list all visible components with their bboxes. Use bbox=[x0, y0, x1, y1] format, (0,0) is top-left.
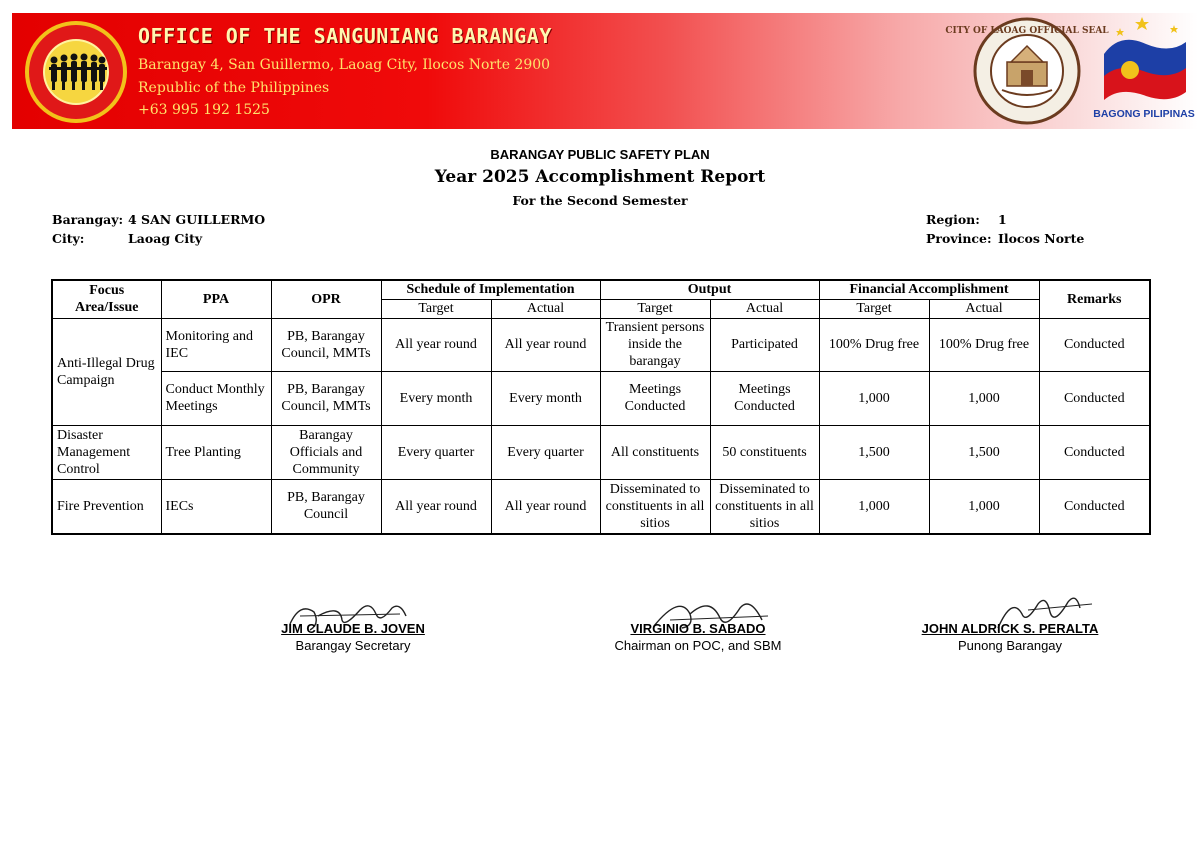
barangay-label: Barangay: bbox=[52, 212, 124, 227]
cell-focus: Anti-Illegal Drug Campaign bbox=[52, 318, 161, 425]
cell-fin-actual: 1,000 bbox=[929, 371, 1039, 425]
cell-sched-target: Every quarter bbox=[381, 425, 491, 479]
cell-sched-actual: All year round bbox=[491, 318, 600, 371]
cell-opr: PB, Barangay Council, MMTs bbox=[271, 371, 381, 425]
cell-fin-actual: 1,000 bbox=[929, 479, 1039, 534]
region-value: 1 bbox=[998, 212, 1007, 227]
cell-focus: Disaster Management Control bbox=[52, 425, 161, 479]
table-row bbox=[52, 318, 1150, 371]
cell-ppa: Tree Planting bbox=[161, 425, 271, 479]
seal-lettering: CITY OF LAOAG OFFICIAL SEAL bbox=[945, 26, 1109, 36]
signatory-position: Chairman on POC, and SBM bbox=[614, 638, 782, 653]
header-financial: Financial Accomplishment bbox=[819, 280, 1039, 299]
subheader-financial-target: Target bbox=[819, 299, 929, 318]
signatory-name: VIRGINIO B. SABADO bbox=[630, 621, 766, 636]
office-country: Republic of the Philippines bbox=[138, 80, 330, 96]
cell-out-target: All constituents bbox=[600, 425, 710, 479]
city-value: Laoag City bbox=[128, 231, 203, 246]
barangay-seal-logo bbox=[24, 20, 128, 124]
cell-out-actual: Participated bbox=[710, 318, 819, 371]
cell-fin-target: 1,500 bbox=[819, 425, 929, 479]
region-label: Region: bbox=[926, 212, 980, 227]
cell-opr: Barangay Officials and Community bbox=[271, 425, 381, 479]
cell-opr: PB, Barangay Council, MMTs bbox=[271, 318, 381, 371]
header-schedule: Schedule of Implementation bbox=[381, 280, 600, 299]
signatory-position: Barangay Secretary bbox=[295, 638, 411, 653]
cell-remarks: Conducted bbox=[1039, 425, 1150, 479]
bagong-pilipinas-text: BAGONG PILIPINAS bbox=[1093, 108, 1195, 120]
cell-fin-target: 1,000 bbox=[819, 479, 929, 534]
office-title: OFFICE OF THE SANGUNIANG BARANGAY bbox=[138, 24, 552, 48]
cell-fin-target: 100% Drug free bbox=[819, 318, 929, 371]
cell-ppa: Conduct Monthly Meetings bbox=[161, 371, 271, 425]
header-output: Output bbox=[600, 280, 819, 299]
report-subtitle: Year 2025 Accomplishment Report bbox=[434, 167, 766, 187]
table-row bbox=[52, 479, 1150, 534]
signatory-name: JOHN ALDRICK S. PERALTA bbox=[921, 621, 1099, 636]
cell-sched-actual: Every quarter bbox=[491, 425, 600, 479]
cell-focus: Fire Prevention bbox=[52, 479, 161, 534]
cell-sched-target: All year round bbox=[381, 318, 491, 371]
province-value: Ilocos Norte bbox=[998, 231, 1085, 246]
cell-fin-target: 1,000 bbox=[819, 371, 929, 425]
cell-remarks: Conducted bbox=[1039, 479, 1150, 534]
cell-ppa: Monitoring and IEC bbox=[161, 318, 271, 371]
cell-out-actual: 50 constituents bbox=[710, 425, 819, 479]
cell-remarks: Conducted bbox=[1039, 318, 1150, 371]
cell-fin-actual: 100% Drug free bbox=[929, 318, 1039, 371]
header-opr: OPR bbox=[271, 280, 381, 318]
header-focus-area: Focus Area/Issue bbox=[52, 280, 161, 318]
subheader-schedule-target: Target bbox=[381, 299, 491, 318]
bagong-pilipinas-logo bbox=[1090, 14, 1198, 122]
office-phone: +63 995 192 1525 bbox=[138, 102, 270, 118]
signatory-chairman bbox=[600, 621, 796, 653]
header-remarks: Remarks bbox=[1039, 280, 1150, 318]
header-ppa: PPA bbox=[161, 280, 271, 318]
signatory-secretary bbox=[250, 621, 456, 653]
signatory-position: Punong Barangay bbox=[957, 638, 1063, 653]
subheader-output-target: Target bbox=[600, 299, 710, 318]
subheader-schedule-actual: Actual bbox=[491, 299, 600, 318]
signatory-punong-barangay bbox=[912, 621, 1108, 653]
subheader-output-actual: Actual bbox=[710, 299, 819, 318]
report-title: BARANGAY PUBLIC SAFETY PLAN bbox=[490, 147, 710, 162]
cell-out-actual: Meetings Conducted bbox=[710, 371, 819, 425]
cell-sched-target: All year round bbox=[381, 479, 491, 534]
province-label: Province: bbox=[926, 231, 992, 246]
office-address: Barangay 4, San Guillermo, Laoag City, Ilocos Norte 2900 bbox=[138, 57, 551, 73]
cell-out-target: Meetings Conducted bbox=[600, 371, 710, 425]
report-period: For the Second Semester bbox=[512, 193, 688, 208]
accomplishment-table bbox=[51, 279, 1151, 535]
cell-sched-target: Every month bbox=[381, 371, 491, 425]
table-row bbox=[52, 371, 1150, 425]
subheader-financial-actual: Actual bbox=[929, 299, 1039, 318]
city-of-laoag-official-seal bbox=[945, 18, 1109, 124]
cell-sched-actual: All year round bbox=[491, 479, 600, 534]
cell-out-target: Transient persons inside the barangay bbox=[600, 318, 710, 371]
cell-ppa: IECs bbox=[161, 479, 271, 534]
table-row bbox=[52, 425, 1150, 479]
cell-opr: PB, Barangay Council bbox=[271, 479, 381, 534]
cell-fin-actual: 1,500 bbox=[929, 425, 1039, 479]
city-label: City: bbox=[52, 231, 85, 246]
cell-sched-actual: Every month bbox=[491, 371, 600, 425]
cell-remarks: Conducted bbox=[1039, 371, 1150, 425]
cell-out-actual: Disseminated to constituents in all sitios bbox=[710, 479, 819, 534]
barangay-value: 4 SAN GUILLERMO bbox=[128, 212, 266, 227]
cell-out-target: Disseminated to constituents in all sitios bbox=[600, 479, 710, 534]
signatory-name: JIM CLAUDE B. JOVEN bbox=[281, 621, 425, 636]
